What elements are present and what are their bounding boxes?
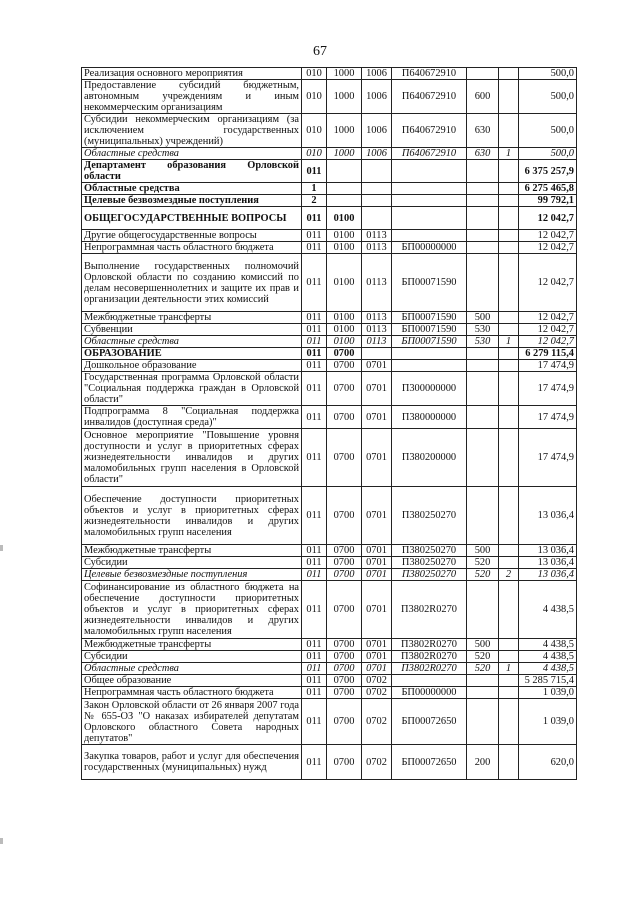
cell-c3: 0701 <box>362 372 392 406</box>
cell-c5 <box>467 348 499 360</box>
table-row <box>82 230 577 242</box>
cell-c2: 0700 <box>327 487 362 545</box>
cell-c2: 0700 <box>327 687 362 699</box>
cell-c3: 0113 <box>362 254 392 312</box>
cell-c6 <box>499 348 519 360</box>
cell-sum: 17 474,9 <box>519 429 577 487</box>
cell-c3: 0702 <box>362 675 392 687</box>
cell-c5 <box>467 195 499 207</box>
cell-name: Областные средства <box>82 148 302 160</box>
table-row <box>82 195 577 207</box>
cell-c3: 0701 <box>362 581 392 639</box>
cell-c3: 0113 <box>362 324 392 336</box>
cell-c2: 0700 <box>327 372 362 406</box>
cell-name: Общее образование <box>82 675 302 687</box>
cell-c4: БП00072650 <box>392 745 467 780</box>
cell-c4 <box>392 230 467 242</box>
cell-name: Непрограммная часть областного бюджета <box>82 242 302 254</box>
cell-c5: 500 <box>467 312 499 324</box>
cell-c1: 1 <box>302 183 327 195</box>
cell-c3: 1006 <box>362 68 392 80</box>
cell-c1: 011 <box>302 242 327 254</box>
cell-c4: БП00000000 <box>392 687 467 699</box>
cell-name: ОБРАЗОВАНИЕ <box>82 348 302 360</box>
cell-c4: БП00000000 <box>392 242 467 254</box>
cell-sum: 620,0 <box>519 745 577 780</box>
cell-c6 <box>499 312 519 324</box>
cell-c2: 1000 <box>327 148 362 160</box>
page-number: 67 <box>313 44 327 59</box>
cell-c6 <box>499 557 519 569</box>
cell-c5 <box>467 160 499 183</box>
cell-c1: 011 <box>302 545 327 557</box>
scan-mark <box>0 545 3 551</box>
cell-c4: П380250270 <box>392 569 467 581</box>
cell-c3: 0701 <box>362 569 392 581</box>
table-row <box>82 183 577 195</box>
cell-c5 <box>467 675 499 687</box>
cell-c6 <box>499 160 519 183</box>
cell-c6 <box>499 360 519 372</box>
cell-c3: 0701 <box>362 406 392 429</box>
cell-c5 <box>467 183 499 195</box>
table-row <box>82 581 577 639</box>
cell-c2 <box>327 183 362 195</box>
cell-c4 <box>392 195 467 207</box>
cell-c4: П380250270 <box>392 557 467 569</box>
cell-c6 <box>499 545 519 557</box>
cell-c5 <box>467 699 499 745</box>
cell-name: Субвенции <box>82 324 302 336</box>
cell-c4 <box>392 675 467 687</box>
cell-sum: 13 036,4 <box>519 545 577 557</box>
cell-c2: 1000 <box>327 114 362 148</box>
cell-c5 <box>467 242 499 254</box>
cell-c6 <box>499 254 519 312</box>
cell-sum: 6 375 257,9 <box>519 160 577 183</box>
cell-c1: 011 <box>302 675 327 687</box>
cell-c5: 200 <box>467 745 499 780</box>
cell-c1: 011 <box>302 312 327 324</box>
cell-c4: П3802R0270 <box>392 663 467 675</box>
cell-c5 <box>467 406 499 429</box>
table-row <box>82 372 577 406</box>
table-row <box>82 148 577 160</box>
cell-c1: 011 <box>302 581 327 639</box>
cell-c2: 0700 <box>327 581 362 639</box>
cell-sum: 99 792,1 <box>519 195 577 207</box>
table-row <box>82 487 577 545</box>
cell-c6: 1 <box>499 663 519 675</box>
cell-c5 <box>467 207 499 230</box>
cell-c2: 0700 <box>327 745 362 780</box>
cell-c1: 011 <box>302 557 327 569</box>
cell-c1: 010 <box>302 80 327 114</box>
cell-c3 <box>362 160 392 183</box>
cell-c1: 2 <box>302 195 327 207</box>
table-row <box>82 80 577 114</box>
cell-c5 <box>467 429 499 487</box>
cell-c5: 520 <box>467 557 499 569</box>
table-row <box>82 336 577 348</box>
scan-mark <box>0 838 3 844</box>
cell-c1: 011 <box>302 699 327 745</box>
table-row <box>82 663 577 675</box>
cell-name: Дошкольное образование <box>82 360 302 372</box>
cell-c4 <box>392 183 467 195</box>
cell-sum: 4 438,5 <box>519 663 577 675</box>
cell-c2: 0100 <box>327 207 362 230</box>
cell-c4: П380000000 <box>392 406 467 429</box>
budget-table <box>81 67 577 780</box>
cell-name: Целевые безвозмездные поступления <box>82 569 302 581</box>
table-row <box>82 324 577 336</box>
cell-c2: 1000 <box>327 68 362 80</box>
cell-c2: 0700 <box>327 429 362 487</box>
cell-c3 <box>362 348 392 360</box>
cell-name: Межбюджетные трансферты <box>82 312 302 324</box>
cell-c2: 0100 <box>327 242 362 254</box>
cell-c5: 530 <box>467 324 499 336</box>
cell-c2: 0100 <box>327 312 362 324</box>
cell-c1: 011 <box>302 487 327 545</box>
cell-name: Предоставление субсидий бюджетным, автономным учреждениям и иным некоммерческим организациям <box>82 80 302 114</box>
cell-c3: 0702 <box>362 699 392 745</box>
cell-sum: 12 042,7 <box>519 207 577 230</box>
cell-c1: 011 <box>302 663 327 675</box>
cell-c4: П640672910 <box>392 68 467 80</box>
cell-sum: 13 036,4 <box>519 487 577 545</box>
cell-name: Целевые безвозмездные поступления <box>82 195 302 207</box>
cell-c4: П380250270 <box>392 487 467 545</box>
cell-c5: 530 <box>467 336 499 348</box>
cell-sum: 4 438,5 <box>519 581 577 639</box>
cell-c2: 0700 <box>327 569 362 581</box>
cell-c4: БП00071590 <box>392 254 467 312</box>
cell-c3: 0113 <box>362 230 392 242</box>
cell-c2: 0100 <box>327 230 362 242</box>
cell-sum: 500,0 <box>519 68 577 80</box>
cell-c4: БП00072650 <box>392 699 467 745</box>
cell-c6 <box>499 114 519 148</box>
cell-c3: 1006 <box>362 114 392 148</box>
cell-c5 <box>467 360 499 372</box>
cell-name: Областные средства <box>82 183 302 195</box>
cell-c6 <box>499 68 519 80</box>
cell-c6 <box>499 230 519 242</box>
cell-sum: 500,0 <box>519 80 577 114</box>
cell-sum: 12 042,7 <box>519 254 577 312</box>
table-row <box>82 699 577 745</box>
cell-c3 <box>362 183 392 195</box>
cell-c3: 0701 <box>362 429 392 487</box>
cell-c1: 011 <box>302 372 327 406</box>
cell-name: Другие общегосударственные вопросы <box>82 230 302 242</box>
cell-c4 <box>392 207 467 230</box>
cell-c3: 0701 <box>362 651 392 663</box>
cell-c5 <box>467 372 499 406</box>
cell-c2: 1000 <box>327 80 362 114</box>
cell-name: Департамент образования Орловской области <box>82 160 302 183</box>
cell-name: Подпрограмма 8 "Социальная поддержка инвалидов (доступная среда)" <box>82 406 302 429</box>
cell-name: Закон Орловской области от 26 января 2007 года № 655-ОЗ "О наказах избирателей депутатам Орловского областного Совета народных депутатов" <box>82 699 302 745</box>
cell-name: Субсидии <box>82 557 302 569</box>
cell-c2: 0700 <box>327 639 362 651</box>
cell-sum: 13 036,4 <box>519 569 577 581</box>
cell-c1: 011 <box>302 160 327 183</box>
cell-sum: 6 279 115,4 <box>519 348 577 360</box>
table-row <box>82 675 577 687</box>
table-row <box>82 254 577 312</box>
table-row <box>82 745 577 780</box>
cell-sum: 17 474,9 <box>519 406 577 429</box>
cell-c6: 2 <box>499 569 519 581</box>
cell-c1: 011 <box>302 745 327 780</box>
cell-c6 <box>499 581 519 639</box>
cell-c5: 630 <box>467 114 499 148</box>
cell-sum: 1 039,0 <box>519 699 577 745</box>
cell-c4 <box>392 348 467 360</box>
cell-name: Выполнение государственных полномочий Орловской области по созданию комиссий по делам несовершеннолетних и защите их прав и организации деятельности этих комиссий <box>82 254 302 312</box>
cell-c3: 0701 <box>362 557 392 569</box>
cell-name: Субсидии <box>82 651 302 663</box>
table-row <box>82 557 577 569</box>
cell-c3: 0113 <box>362 336 392 348</box>
cell-name: Областные средства <box>82 336 302 348</box>
cell-name: Реализация основного мероприятия <box>82 68 302 80</box>
cell-sum: 4 438,5 <box>519 639 577 651</box>
cell-c5 <box>467 687 499 699</box>
table-row <box>82 687 577 699</box>
cell-c2: 0700 <box>327 545 362 557</box>
table-row <box>82 569 577 581</box>
table-row <box>82 429 577 487</box>
cell-name: Государственная программа Орловской области "Социальная поддержка граждан в Орловской области" <box>82 372 302 406</box>
cell-c5: 500 <box>467 639 499 651</box>
cell-name: Субсидии некоммерческим организациям (за исключением государственных (муниципальных) учреждений) <box>82 114 302 148</box>
cell-c3: 0701 <box>362 639 392 651</box>
cell-c5: 630 <box>467 148 499 160</box>
cell-name: Обеспечение доступности приоритетных объектов и услуг в приоритетных сферах жизнедеятельности инвалидов и других маломобильных групп населения <box>82 487 302 545</box>
table-row <box>82 545 577 557</box>
cell-name: ОБЩЕГОСУДАРСТВЕННЫЕ ВОПРОСЫ <box>82 207 302 230</box>
table-row <box>82 68 577 80</box>
cell-c5: 520 <box>467 569 499 581</box>
cell-c6 <box>499 699 519 745</box>
cell-c1: 011 <box>302 687 327 699</box>
table-row <box>82 639 577 651</box>
cell-c3 <box>362 195 392 207</box>
cell-name: Основное мероприятие "Повышение уровня доступности и услуг в приоритетных сферах жизнедеятельности инвалидов и других маломобильных групп населения в Орловской области" <box>82 429 302 487</box>
cell-c4: П640672910 <box>392 148 467 160</box>
cell-c4: П3802R0270 <box>392 581 467 639</box>
cell-c5 <box>467 230 499 242</box>
cell-c6 <box>499 406 519 429</box>
cell-c6 <box>499 429 519 487</box>
cell-c4: П640672910 <box>392 80 467 114</box>
cell-name: Закупка товаров, работ и услуг для обеспечения государственных (муниципальных) нужд <box>82 745 302 780</box>
table-row <box>82 348 577 360</box>
cell-c4: П3802R0270 <box>392 651 467 663</box>
cell-c4: БП00071590 <box>392 312 467 324</box>
cell-c5: 520 <box>467 663 499 675</box>
cell-c6 <box>499 183 519 195</box>
cell-sum: 500,0 <box>519 114 577 148</box>
cell-sum: 12 042,7 <box>519 242 577 254</box>
cell-c2: 0700 <box>327 557 362 569</box>
cell-c1: 011 <box>302 406 327 429</box>
cell-c6 <box>499 207 519 230</box>
cell-c5 <box>467 254 499 312</box>
cell-c3: 0113 <box>362 312 392 324</box>
table-row <box>82 160 577 183</box>
cell-c2: 0700 <box>327 360 362 372</box>
cell-c1: 011 <box>302 639 327 651</box>
cell-sum: 17 474,9 <box>519 360 577 372</box>
cell-c6 <box>499 487 519 545</box>
table-row <box>82 651 577 663</box>
cell-c2: 0100 <box>327 336 362 348</box>
cell-sum: 17 474,9 <box>519 372 577 406</box>
cell-c1: 011 <box>302 324 327 336</box>
cell-c4: П640672910 <box>392 114 467 148</box>
cell-c3: 1006 <box>362 80 392 114</box>
cell-c5: 520 <box>467 651 499 663</box>
cell-c1: 011 <box>302 254 327 312</box>
table-row <box>82 360 577 372</box>
cell-c6: 1 <box>499 148 519 160</box>
cell-c3: 0701 <box>362 545 392 557</box>
cell-name: Непрограммная часть областного бюджета <box>82 687 302 699</box>
cell-c2: 0700 <box>327 699 362 745</box>
cell-c3 <box>362 207 392 230</box>
cell-name: Межбюджетные трансферты <box>82 545 302 557</box>
cell-c3: 0701 <box>362 663 392 675</box>
cell-c4: БП00071590 <box>392 336 467 348</box>
cell-c5: 500 <box>467 545 499 557</box>
cell-c3: 0702 <box>362 687 392 699</box>
cell-c2: 0100 <box>327 324 362 336</box>
cell-c6 <box>499 195 519 207</box>
cell-c3: 0701 <box>362 360 392 372</box>
cell-sum: 13 036,4 <box>519 557 577 569</box>
cell-sum: 12 042,7 <box>519 324 577 336</box>
cell-c1: 011 <box>302 651 327 663</box>
cell-c1: 010 <box>302 148 327 160</box>
table-row <box>82 114 577 148</box>
cell-sum: 1 039,0 <box>519 687 577 699</box>
cell-c6 <box>499 651 519 663</box>
cell-c1: 011 <box>302 429 327 487</box>
cell-c5: 600 <box>467 80 499 114</box>
cell-c1: 011 <box>302 207 327 230</box>
cell-c6 <box>499 242 519 254</box>
cell-c1: 011 <box>302 569 327 581</box>
cell-c6: 1 <box>499 336 519 348</box>
cell-sum: 12 042,7 <box>519 230 577 242</box>
cell-sum: 12 042,7 <box>519 312 577 324</box>
cell-c4: П300000000 <box>392 372 467 406</box>
cell-c2 <box>327 195 362 207</box>
cell-c1: 010 <box>302 68 327 80</box>
cell-sum: 500,0 <box>519 148 577 160</box>
cell-c5 <box>467 487 499 545</box>
table-row <box>82 242 577 254</box>
cell-c4: П380200000 <box>392 429 467 487</box>
cell-c1: 011 <box>302 336 327 348</box>
cell-name: Областные средства <box>82 663 302 675</box>
cell-c3: 0113 <box>362 242 392 254</box>
cell-c3: 0702 <box>362 745 392 780</box>
cell-c4: П380250270 <box>392 545 467 557</box>
table-row <box>82 406 577 429</box>
cell-c1: 011 <box>302 348 327 360</box>
cell-c1: 011 <box>302 230 327 242</box>
table-row <box>82 207 577 230</box>
cell-c6 <box>499 80 519 114</box>
cell-c3: 1006 <box>362 148 392 160</box>
cell-c2 <box>327 160 362 183</box>
cell-name: Межбюджетные трансферты <box>82 639 302 651</box>
cell-c2: 0700 <box>327 675 362 687</box>
cell-sum: 5 285 715,4 <box>519 675 577 687</box>
cell-c3: 0701 <box>362 487 392 545</box>
cell-c1: 010 <box>302 114 327 148</box>
cell-c2: 0100 <box>327 254 362 312</box>
cell-sum: 12 042,7 <box>519 336 577 348</box>
cell-c4: БП00071590 <box>392 324 467 336</box>
cell-c2: 0700 <box>327 651 362 663</box>
cell-c2: 0700 <box>327 348 362 360</box>
cell-c1: 011 <box>302 360 327 372</box>
cell-c4 <box>392 160 467 183</box>
cell-c2: 0700 <box>327 406 362 429</box>
cell-c6 <box>499 324 519 336</box>
cell-c6 <box>499 639 519 651</box>
cell-c5 <box>467 68 499 80</box>
cell-c6 <box>499 372 519 406</box>
table-body <box>82 68 577 780</box>
cell-sum: 4 438,5 <box>519 651 577 663</box>
cell-name: Софинансирование из областного бюджета на обеспечение доступности приоритетных объектов и услуг в приоритетных сферах жизнедеятельности инвалидов и других маломобильных групп населения <box>82 581 302 639</box>
cell-c4: П3802R0270 <box>392 639 467 651</box>
cell-c5 <box>467 581 499 639</box>
cell-c6 <box>499 745 519 780</box>
cell-c6 <box>499 675 519 687</box>
cell-c4 <box>392 360 467 372</box>
cell-c6 <box>499 687 519 699</box>
table-row <box>82 312 577 324</box>
cell-c2: 0700 <box>327 663 362 675</box>
cell-sum: 6 275 465,8 <box>519 183 577 195</box>
